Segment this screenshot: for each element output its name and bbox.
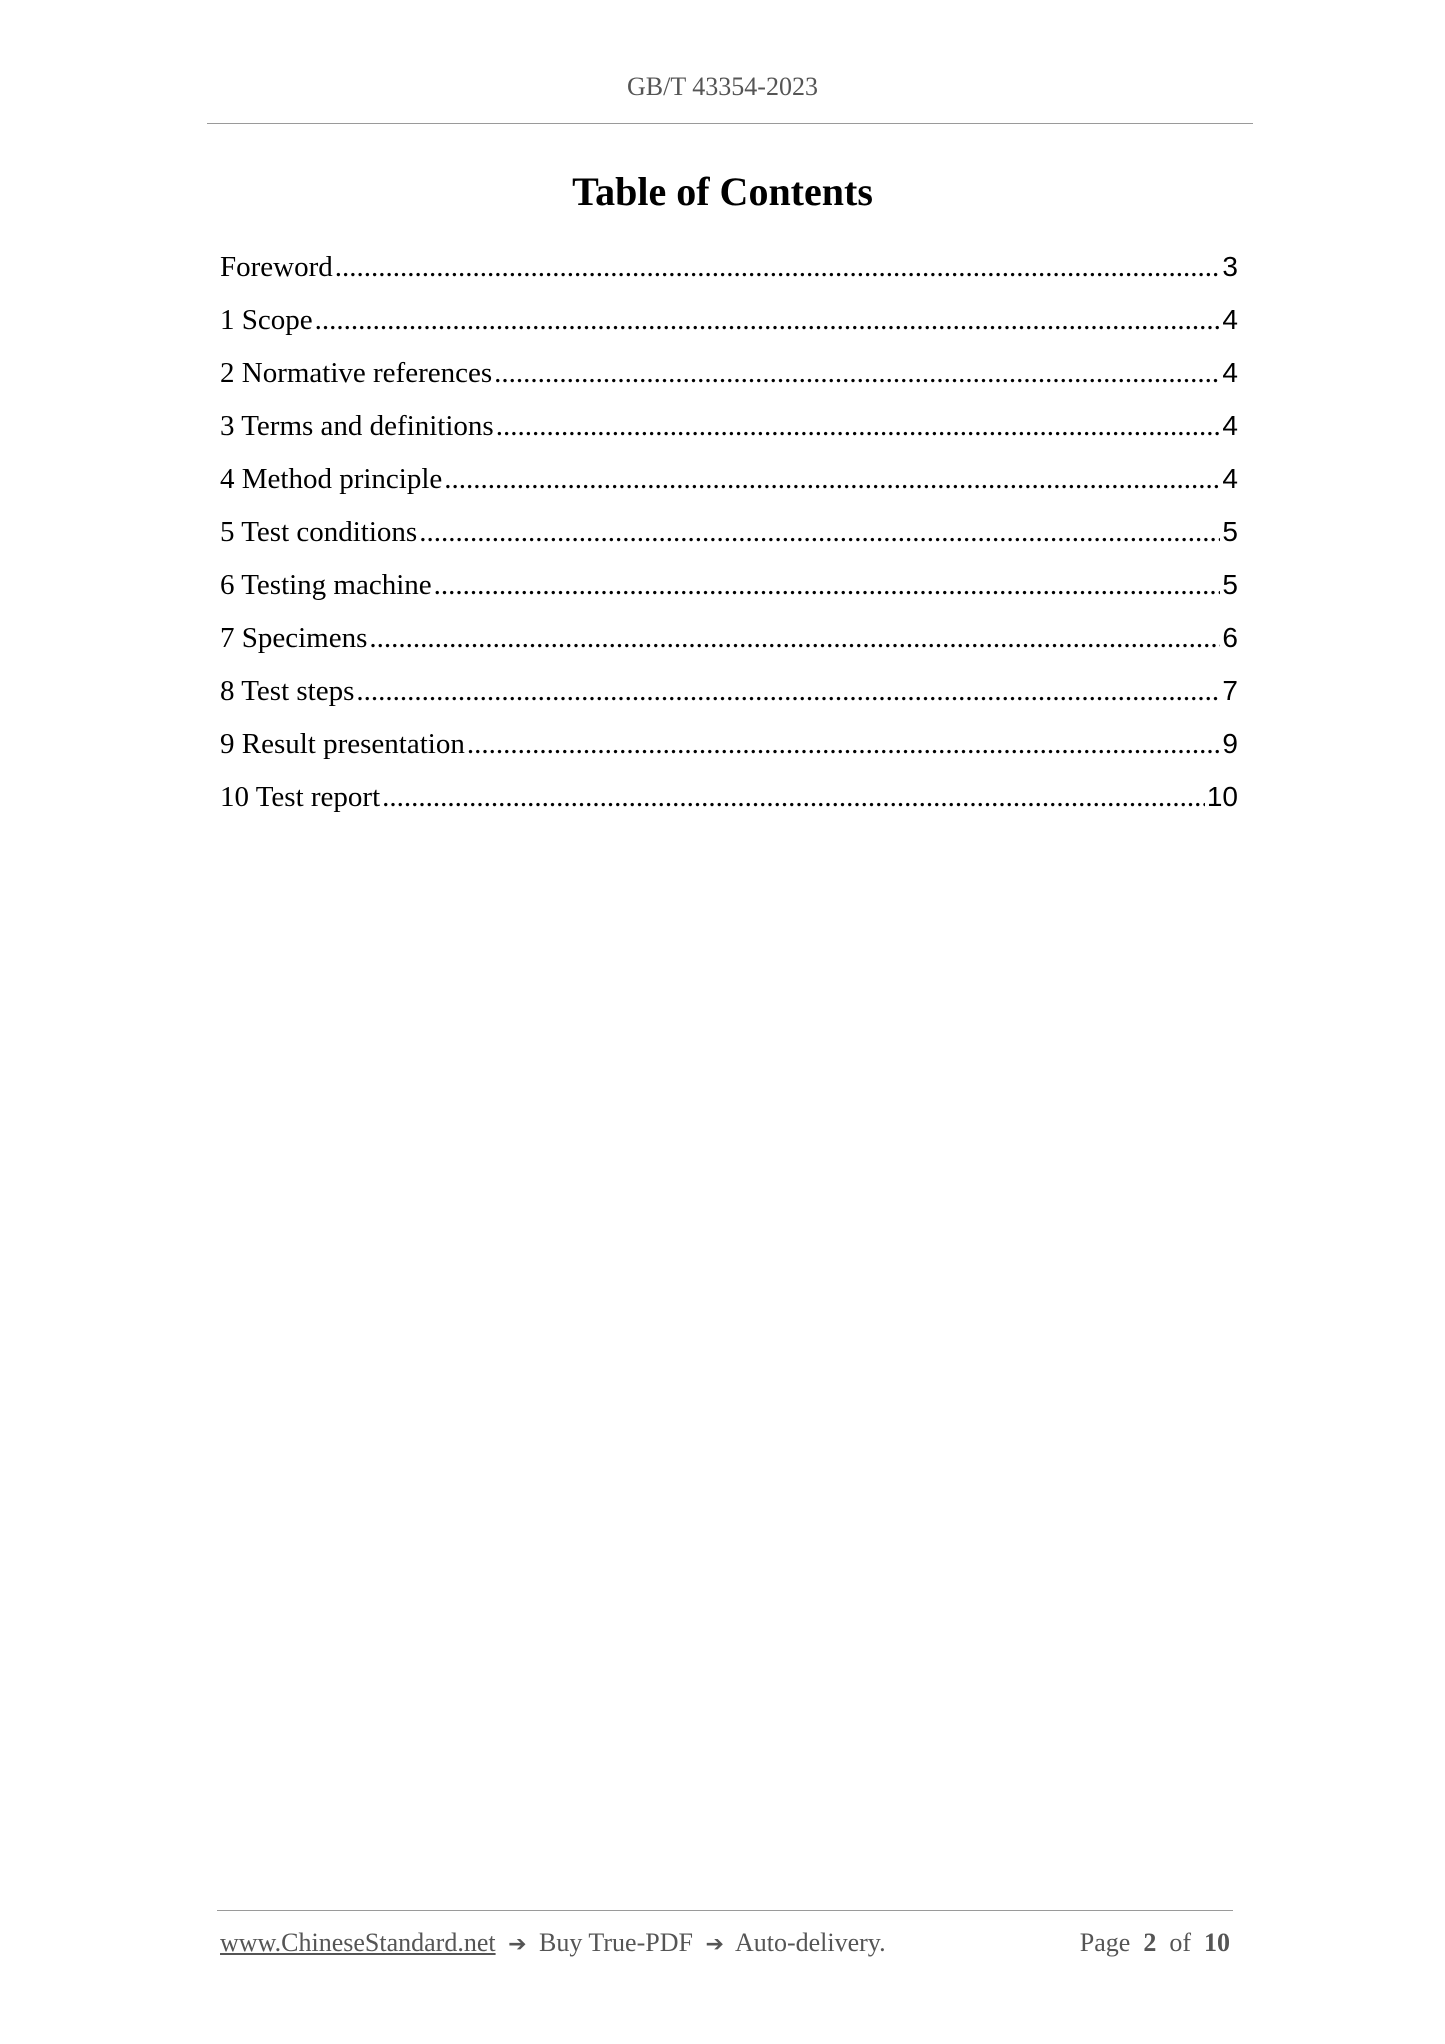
toc-leader-dots [335, 241, 1221, 294]
toc-entry-method-principle[interactable] [220, 452, 1238, 505]
toc-entry-normative-references[interactable] [220, 346, 1238, 399]
of-label: of [1169, 1928, 1191, 1957]
page-label: Page [1079, 1928, 1131, 1957]
toc-leader-dots [356, 665, 1220, 718]
toc-leader-dots [382, 771, 1205, 824]
header-divider [207, 123, 1253, 124]
toc-entry-page: 6 [1222, 622, 1238, 653]
toc-entry-test-steps[interactable] [220, 664, 1238, 717]
toc-leader-dots [494, 347, 1220, 400]
toc-entry-label: 6 Testing machine [220, 569, 432, 601]
toc-entry-page: 9 [1222, 728, 1238, 759]
buy-true-pdf-text: Buy True-PDF [539, 1928, 693, 1957]
toc-entry-testing-machine[interactable] [220, 558, 1238, 611]
toc-entry-terms-and-definitions[interactable] [220, 399, 1238, 452]
website-link[interactable]: www.ChineseStandard.net [220, 1928, 496, 1957]
toc-leader-dots [434, 559, 1221, 612]
toc-leader-dots [444, 453, 1220, 506]
toc-leader-dots [467, 718, 1221, 771]
toc-entry-foreword[interactable] [220, 240, 1238, 293]
toc-entry-test-report[interactable] [220, 770, 1238, 823]
toc-entry-specimens[interactable] [220, 611, 1238, 664]
toc-entry-page: 4 [1222, 463, 1238, 494]
toc-entry-scope[interactable] [220, 293, 1238, 346]
auto-delivery-text: Auto-delivery. [734, 1928, 886, 1957]
page-number [1080, 1928, 1230, 1958]
toc-entry-label: 5 Test conditions [220, 516, 418, 548]
toc-entry-page: 5 [1222, 516, 1238, 547]
toc-entry-label: 1 Scope [220, 304, 313, 336]
toc-entry-test-conditions[interactable] [220, 505, 1238, 558]
toc-entry-label: 7 Specimens [220, 622, 368, 654]
toc-entry-label: 10 Test report [220, 781, 381, 813]
toc-entry-label: Foreword [220, 251, 333, 283]
toc-leader-dots [315, 294, 1221, 347]
footer-divider [217, 1910, 1233, 1911]
toc-entry-page: 5 [1222, 569, 1238, 600]
toc-leader-dots [369, 612, 1220, 665]
toc-entry-label: 4 Method principle [220, 463, 443, 495]
page-header: GB/T 43354-2023 [627, 72, 818, 101]
toc-entry-label: 8 Test steps [220, 675, 355, 707]
page-footer [220, 1928, 1230, 1958]
toc-entry-page: 4 [1222, 304, 1238, 335]
footer-promo [220, 1928, 886, 1958]
toc-leader-dots [419, 506, 1220, 559]
toc-title: Table of Contents [572, 169, 873, 214]
right-arrow-icon: ➔ [508, 1932, 527, 1957]
current-page-number: 2 [1143, 1928, 1157, 1957]
toc-entry-label: 2 Normative references [220, 357, 493, 389]
toc-entry-result-presentation[interactable] [220, 717, 1238, 770]
toc-entry-page: 7 [1222, 675, 1238, 706]
toc-entry-page: 4 [1222, 410, 1238, 441]
toc-entry-page: 4 [1222, 357, 1238, 388]
right-arrow-icon: ➔ [705, 1932, 724, 1957]
toc-leader-dots [496, 400, 1221, 453]
total-pages-number: 10 [1204, 1928, 1230, 1957]
toc-entry-page: 10 [1206, 781, 1238, 812]
toc-entry-page: 3 [1222, 251, 1238, 282]
table-of-contents [220, 240, 1238, 823]
toc-entry-label: 9 Result presentation [220, 728, 465, 760]
toc-entry-label: 3 Terms and definitions [220, 410, 494, 442]
